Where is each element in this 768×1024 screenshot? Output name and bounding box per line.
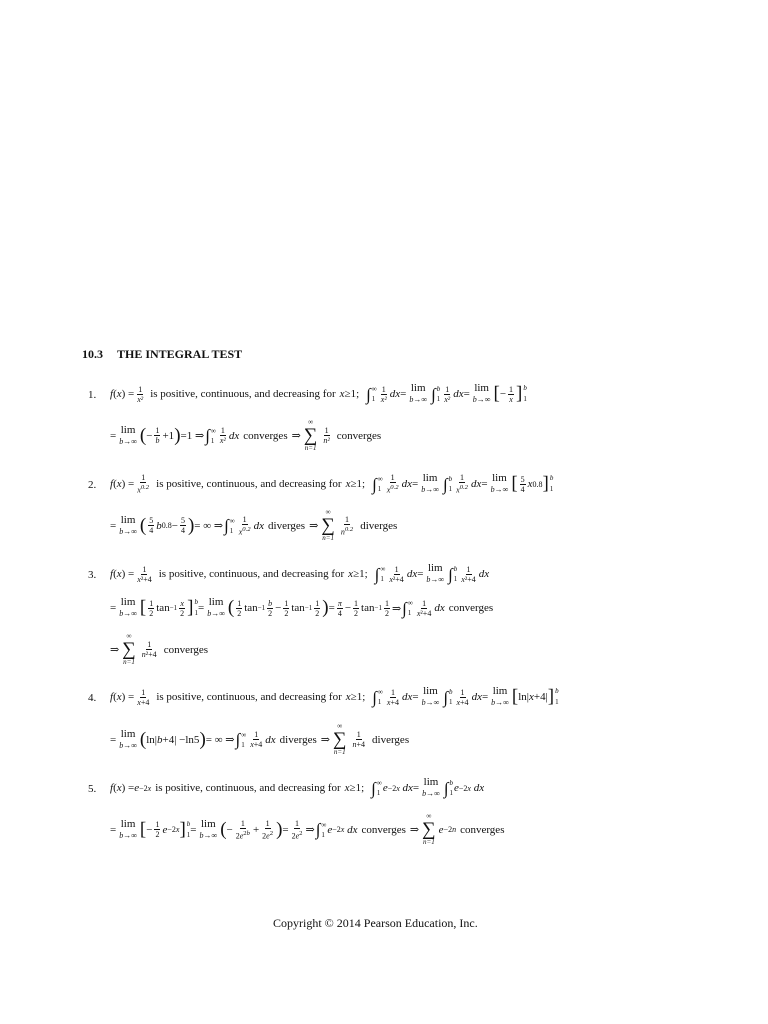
problem-3-line-2: = lim b→∞ [ $\frac{1}{2}$ tan −1 $\frac{x}{2}$ ] b 1 = lim b→∞ ( $\frac{1}{2}$ tan −1 $\frac{b}{2}$ − $\frac{1}{2}$ tan −1 $\frac{1}{2}$ ) = $\frac{\pi}{4}$ − $\frac{1}{2}$ tan −1 $\frac{1}{2}$ ⇒ ∫ ∞ 1 $\frac{1}{\text{x²+4}}$ dx converges [110, 596, 494, 618]
problem-1-line-1: f ( x ) = $\frac{1}{\text{x²}}$ is positive, continuous, and decreasing for x ≥1; ∫ ∞ 1 $\frac{1}{\text{x²}}$ dx = lim b→∞ ∫ b 1 $\frac{1}{\text{x²}}$ dx = lim b→∞ [ − $\frac{1}{x}$ ] b 1 [110, 382, 527, 404]
problem-number: 3. [88, 569, 97, 581]
problem-3-line-1: f ( x ) = $\frac{1}{\text{x²+4}}$ is positive, continuous, and decreasing for x ≥1; ∫ ∞ 1 $\frac{1}{\text{x²+4}}$ dx = lim b→∞ ∫ b 1 $\frac{1}{\text{x²+4}}$ dx [110, 562, 490, 584]
problem-5-line-2: = lim b→∞ [ − $\frac{1}{2}$ e −2x ] b 1 = lim b→∞ ( − $\frac{1}{2e^{2b}}$ + $\frac{1}{2e^2}$ ) = $\frac{1}{2e^2}$ ⇒ ∫ ∞ 1 e −2x dx converges ⇒ ∞ ∑ n=1 e −2n converges [110, 812, 505, 846]
problem-2-line-2: = lim b→∞ ( $\frac{5}{4}$ b 0.8 − $\frac{5}{4}$ ) = ∞ ⇒ ∫ ∞ 1 $\frac{1}{x^{0.2}}$ dx diverges ⇒ ∞ ∑ n=1 $\frac{1}{n^{0.2}}$ diverges [110, 508, 398, 542]
problem-4-line-1: f ( x ) = $\frac{1}{x+4}$ is positive, continuous, and decreasing for x ≥1; ∫ ∞ 1 $\frac{1}{x+4}$ dx = lim b→∞ ∫ b 1 $\frac{1}{x+4}$ dx = lim b→∞ [ ln| x +4| ] b 1 [110, 685, 559, 707]
problem-number: 1. [88, 389, 97, 401]
problem-number: 2. [88, 479, 97, 491]
problem-5-line-1: f ( x ) = e −2x is positive, continuous, and decreasing for x ≥1; ∫ ∞ 1 e −2x dx = lim b→∞ ∫ b 1 e −2x dx [110, 776, 485, 798]
section-title: THE INTEGRAL TEST [117, 347, 243, 361]
problem-number: 4. [88, 692, 97, 704]
statement-text: is positive, continuous, and decreasing for [150, 388, 336, 400]
problem-4-line-2: = lim b→∞ ( ln| b +4| −ln5 ) = ∞ ⇒ ∫ ∞ 1 $\frac{1}{x+4}$ dx diverges ⇒ ∞ ∑ n=1 $\frac{1}{n+4}$ diverges [110, 722, 410, 756]
problem-number: 5. [88, 783, 97, 795]
section-heading [82, 347, 242, 362]
copyright-footer: Copyright © 2014 Pearson Education, Inc. [273, 916, 478, 930]
problem-3-line-3: ⇒ ∞ ∑ n=1 $\frac{1}{\text{n²+4}}$ converges [110, 632, 209, 666]
problem-2-line-1: f ( x ) = $\frac{1}{x^{0.2}}$ is positive, continuous, and decreasing for x ≥1; ∫ ∞ 1 $\frac{1}{x^{0.2}}$ dx = lim b→∞ ∫ b 1 $\frac{1}{x^{0.2}}$ dx = lim b→∞ [ $\frac{5}{4}$ x 0.8 ] b 1 [110, 472, 554, 495]
problem-1-line-2: = lim b→∞ ( − $\frac{1}{b}$ +1 ) =1 ⇒ ∫ ∞ 1 $\frac{1}{\text{x²}}$ dx converges ⇒ ∞ ∑ n=1 $\frac{1}{\text{n²}}$ converges [110, 418, 382, 452]
section-number: 10.3 [82, 347, 103, 361]
